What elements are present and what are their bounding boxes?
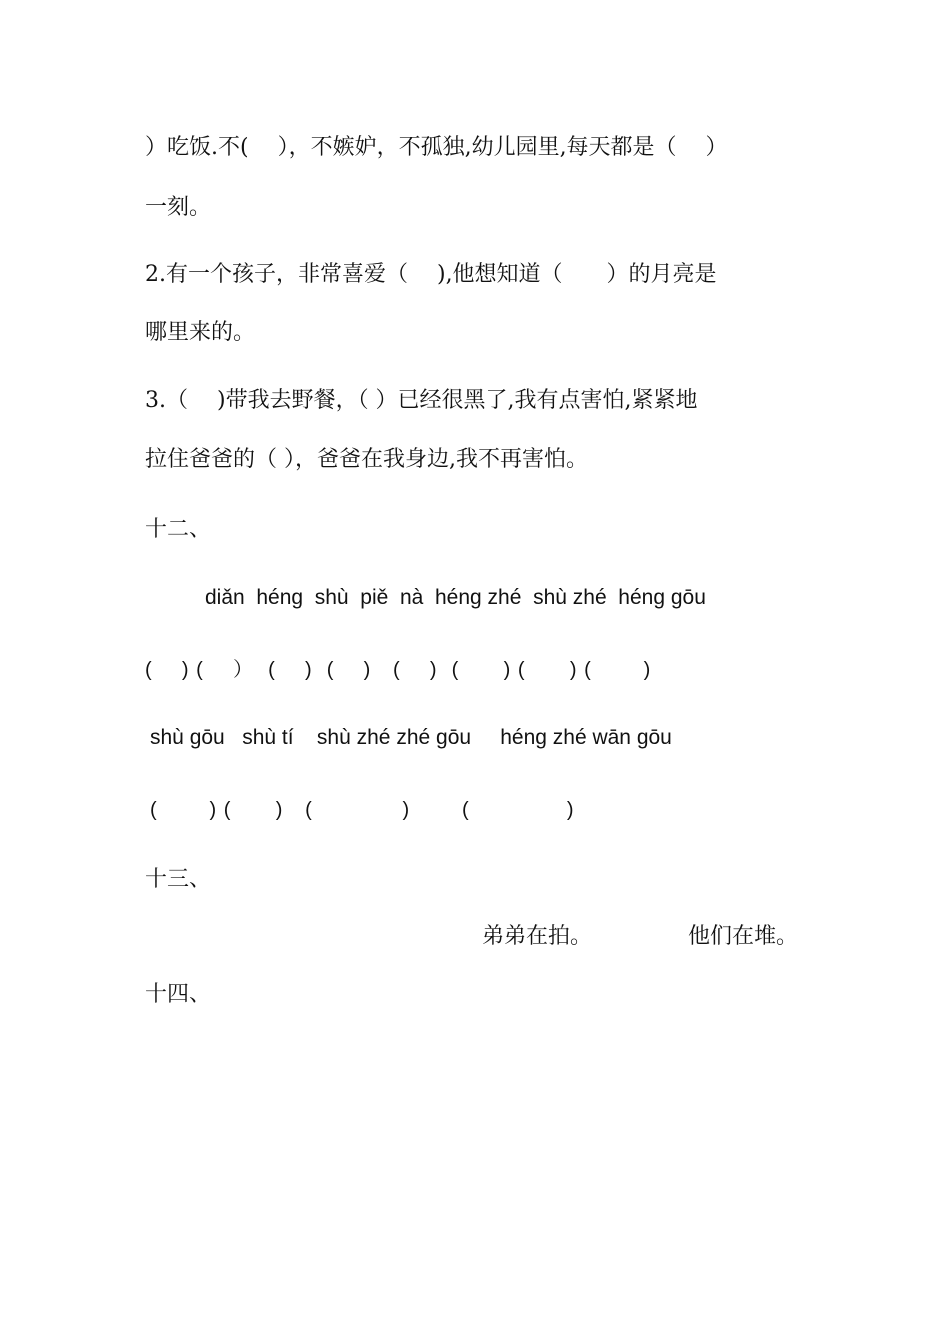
caption-brother: 弟弟在拍。 [482, 924, 593, 949]
question-3-cont: 拉住爸爸的（ ），爸爸在我身边,我不再害怕。 [145, 447, 588, 472]
caption-they: 他们在堆。 [688, 924, 799, 949]
fill-blank-line-1-cont: 一刻。 [145, 195, 212, 220]
stroke-blanks-row-2: ( ) ( ) ( ) ( ) [150, 799, 574, 821]
section-13-heading: 十三、 [145, 867, 212, 892]
section-12-heading: 十二、 [145, 517, 212, 542]
section-14-heading: 十四、 [145, 982, 212, 1007]
question-2-line: 2.有一个孩子，非常喜爱（ ),他想知道（ ）的月亮是 [145, 262, 717, 287]
fill-blank-line-1: ）吃饭.不( ），不嫉妒，不孤独,幼儿园里,每天都是（ ） [145, 135, 728, 160]
stroke-pinyin-row-2: shù gōu shù tí shù zhé zhé gōu héng zhé wān gōu [150, 726, 672, 749]
question-3-line: 3.（ )带我去野餐，（ ）已经很黑了,我有点害怕,紧紧地 [145, 388, 698, 413]
question-2-cont: 哪里来的。 [145, 320, 256, 345]
stroke-blanks-row-1: ( ) ( ） ( ) ( ) ( ) ( ) ( ) ( ) [145, 659, 651, 681]
stroke-pinyin-row-1: diǎn héng shù piě nà héng zhé shù zhé héng gōu [205, 586, 706, 609]
